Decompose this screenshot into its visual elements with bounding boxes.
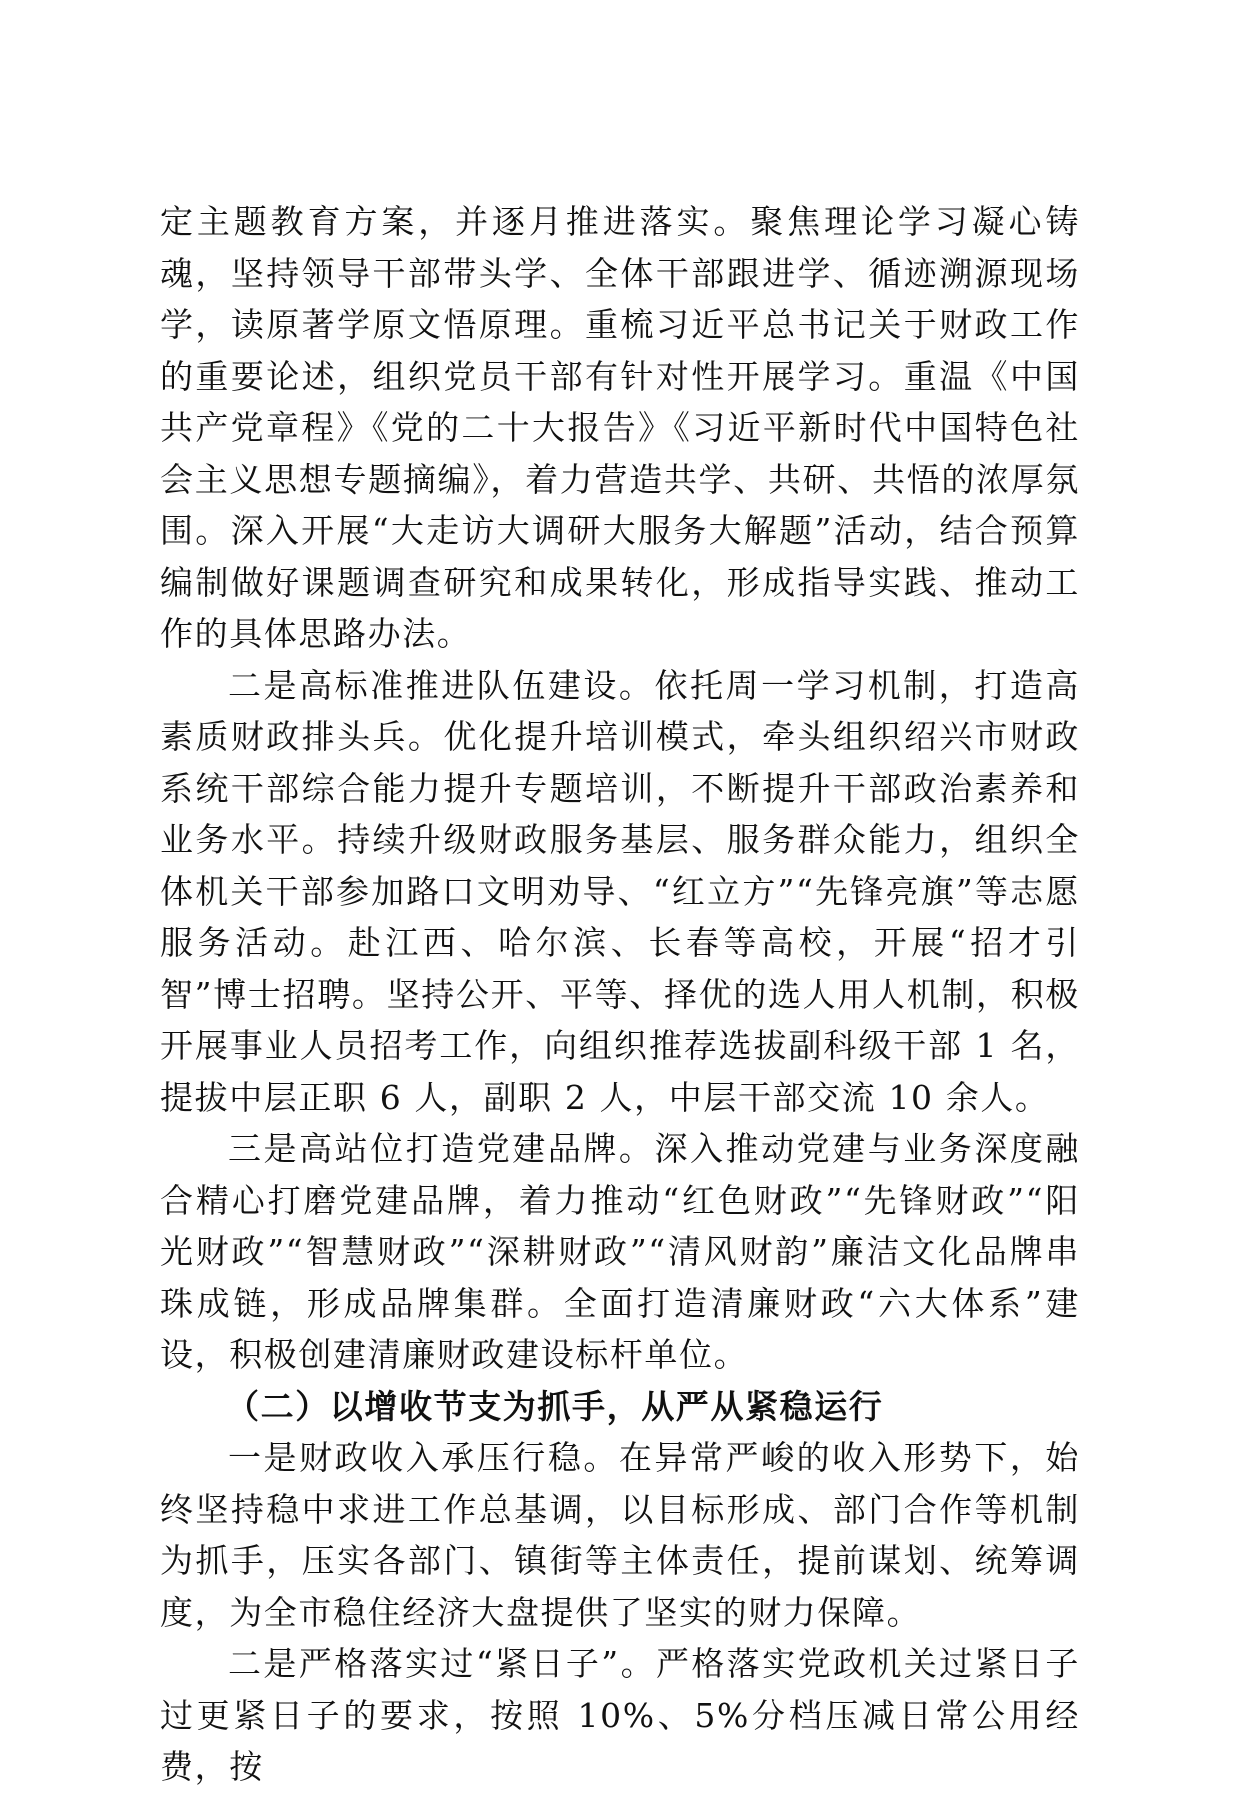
section-heading: （二）以增收节支为抓手，从严从紧稳运行 [226,1386,884,1426]
paragraph-study: 定主题教育方案，并逐月推进落实。聚焦理论学习凝心铸魂，坚持领导干部带头学、全体干部跟进学、循迹溯源现场学，读原著学原文悟原理。重梳习近平总书记关于财政工作的重要论述，组织党员干部有针对性开展学习。重温《中国共产党章程》《党的二十大报告》《习近平新时代中国特色社会主义思想专题摘编》，着力营造共学、共研、共悟的浓厚氛围。深入开展“大走访大调研大服务大解题”活动，结合预算编制做好课题调查研究和成果转化，形成指导实践、推动工作的具体思路办法。 [160,202,1080,653]
paragraph-austerity: 二是严格落实过“紧日子”。严格落实党政机关过紧日子过更紧日子的要求，按照 10%、5%分档压减日常公用经费，按 [160,1644,1080,1786]
paragraph-team-building: 二是高标准推进队伍建设。依托周一学习机制，打造高素质财政排头兵。优化提升培训模式，牵头组织绍兴市财政系统干部综合能力提升专题培训，不断提升干部政治素养和业务水平。持续升级财政服务基层、服务群众能力，组织全体机关干部参加路口文明劝导、“红立方”“先锋亮旗”等志愿服务活动。赴江西、哈尔滨、长春等高校，开展“招才引智”博士招聘。坚持公开、平等、择优的选人用人机制，积极开展事业人员招考工作，向组织推荐选拔副科级干部 1 名，提拔中层正职 6 人，副职 2 人，中层干部交流 10 余人。 [160,665,1080,1117]
paragraph-party-brand: 三是高站位打造党建品牌。深入推动党建与业务深度融合精心打磨党建品牌，着力推动“红色财政”“先锋财政”“阳光财政”“智慧财政”“深耕财政”“清风财韵”廉洁文化品牌串珠成链，形成品牌集群。全面打造清廉财政“六大体系”建设，积极创建清廉财政建设标杆单位。 [160,1129,1080,1374]
paragraph-revenue: 一是财政收入承压行稳。在异常严峻的收入形势下，始终坚持稳中求进工作总基调，以目标形成、部门合作等机制为抓手，压实各部门、镇街等主体责任，提前谋划、统筹调度，为全市稳住经济大盘提供了坚实的财力保障。 [160,1438,1080,1632]
document-page [160,196,1080,1793]
